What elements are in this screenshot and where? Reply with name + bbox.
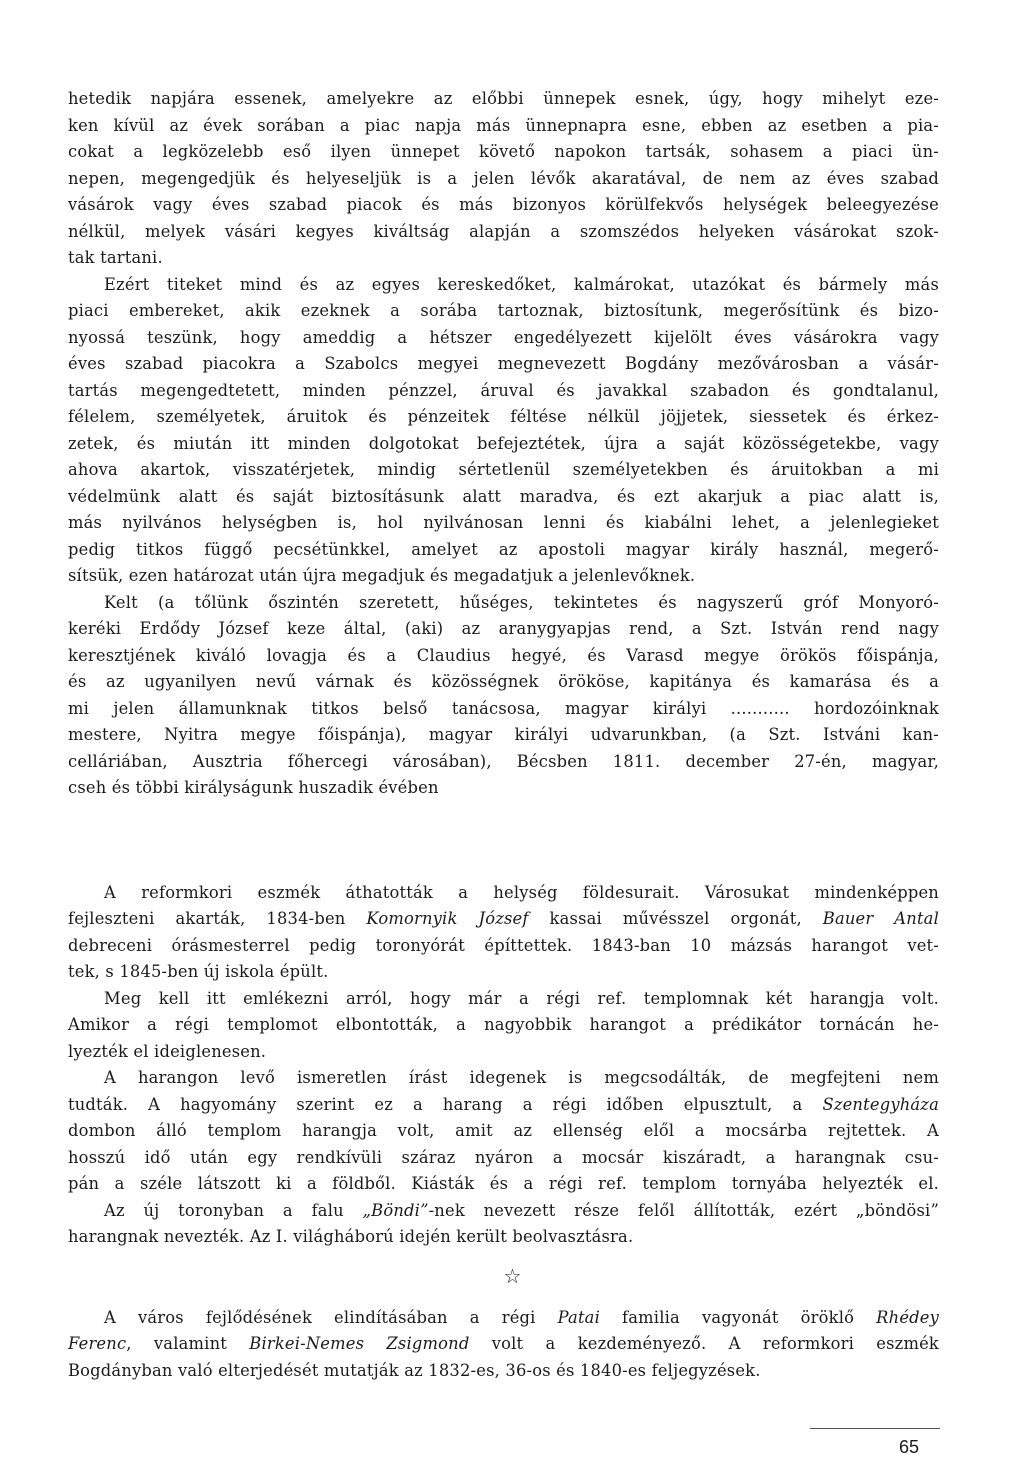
text-line: hosszú idő után egy rendkívüli száraz nyáron a mocsár kiszáradt, a harangnak csu- — [68, 1147, 939, 1167]
text-line: védelmünk alatt és saját biztosításunk alatt maradva, és ezt akarjuk a piac alatt is, — [68, 486, 939, 506]
text-line: mestere, Nyitra megye főispánja), magyar királyi udvarunkban, (a Szt. Istváni kan- — [68, 725, 939, 744]
text-line — [68, 1198, 939, 1225]
text-line: és az ugyanilyen nevű várnak és közösségnek örököse, kapitánya és kamarása és a — [68, 672, 939, 691]
section-gap — [68, 1251, 939, 1261]
text-line: ken kívül az évek sorában a piac napja más ünnepnapra esne, ebben az esetben a pia- — [68, 115, 939, 135]
charter-text — [68, 86, 939, 802]
text-line: vásárok vagy éves szabad piacok és más bizonyos körülfekvős helységek beleegyezése — [68, 195, 939, 214]
text-line — [68, 1331, 939, 1358]
text-line: sítsük, ezen határozat után újra megadjuk és megadatjuk a jelenlevőknek. — [68, 566, 696, 585]
text-span: Az új toronyban a falu — [104, 1200, 363, 1220]
text-line: nepen, megengedjük és helyeseljük is a jelen lévők akaratával, de nem az éves szabad — [68, 168, 939, 188]
text-line: Meg kell itt emlékezni arról, hogy már a régi ref. templomnak két harangja volt. — [104, 988, 939, 1008]
text-line: Kelt (a tőlünk őszintén szeretett, hűséges, tekintetes és nagyszerű gróf Monyoró- — [104, 592, 939, 612]
text-line: tak tartani. — [68, 248, 163, 267]
text-span: fejleszteni akarták, 1834-ben — [68, 909, 367, 928]
text-line — [68, 1092, 939, 1119]
text-span: kassai művésszel orgonát, — [528, 909, 823, 928]
person-name: Ferenc — [68, 1334, 127, 1353]
text-span: tudták. A hagyomány szerint ez a harang a régi időben elpusztult, a — [68, 1094, 823, 1114]
text-line: Amikor a régi templomot elbontották, a nagyobbik harangot a prédikátor tornácán he- — [68, 1015, 939, 1034]
text-line: mi jelen államunknak titkos belső tanácsosa, magyar királyi ........... hordozóinknak — [68, 698, 939, 718]
closing-text — [68, 1305, 939, 1385]
text-span: volt a kezdeményező. A reformkori eszmék — [469, 1334, 939, 1353]
text-line: harangnak nevezték. Az I. világháború idején került beolvasztásra. — [68, 1227, 634, 1246]
page-number: 65 — [899, 1437, 920, 1457]
text-line: pán a széle látszott ki a földből. Kiásták és a régi ref. templom tornyába helyezték el. — [68, 1174, 939, 1193]
text-line — [68, 906, 939, 933]
person-name: Birkei-Nemes Zsigmond — [249, 1334, 470, 1353]
person-name: Komornyik József — [366, 909, 529, 928]
text-line: Ezért titeket mind és az egyes kereskedőket, kalmárokat, utazókat és bármely más — [104, 274, 939, 294]
history-text — [68, 880, 939, 1251]
text-line: tek, s 1845-ben új iskola épült. — [68, 962, 329, 981]
text-span: , valamint — [126, 1334, 250, 1353]
text-line: nyossá teszünk, hogy ameddig a hétszer engedélyezett kijelölt éves vásárokra vagy — [68, 327, 939, 347]
text-line: piaci embereket, akik ezeknek a sorába tartoznak, biztosítunk, megerősítünk és bizo- — [68, 301, 939, 320]
text-line: nélkül, melyek vásári kegyes kiváltság alapján a szomszédos helyeken vásárokat szok- — [68, 221, 939, 241]
text-line: dombon álló templom harangja volt, amit az ellenség elől a mocsárba rejtettek. A — [68, 1121, 939, 1140]
document-page — [68, 86, 939, 1384]
text-line: debreceni órásmesterrel pedig toronyórát építtettek. 1843-ban 10 mázsás harangot vet- — [68, 935, 939, 955]
place-name: „Böndi” — [362, 1200, 429, 1220]
text-line — [68, 1305, 939, 1332]
text-span: familia vagyonát öröklő — [600, 1307, 877, 1327]
text-line: hetedik napjára essenek, amelyekre az előbbi ünnepek esnek, úgy, hogy mihelyt eze- — [68, 89, 939, 108]
text-line: keresztjének kiváló lovagja és a Claudius hegyé, és Varasd megye örökös főispánja, — [68, 645, 939, 665]
star-separator-icon: ☆ — [503, 1263, 522, 1288]
text-line: zetek, és miután itt minden dolgotokat befejeztétek, újra a saját közösségetekbe, vagy — [68, 433, 939, 453]
text-line: celláriában, Ausztria főhercegi városában), Bécsben 1811. december 27-én, magyar, — [68, 751, 939, 771]
text-line: cseh és többi királyságunk huszadik évében — [68, 778, 439, 797]
text-line: más nyilvános helységben is, hol nyilvánosan lenni és kiabálni lehet, a jelenlegieket — [68, 513, 939, 532]
person-name: Rhédey — [876, 1307, 940, 1327]
footer-rule — [810, 1428, 940, 1429]
text-line: A reformkori eszmék áthatották a helység földesurait. Városukat mindenképpen — [104, 882, 939, 902]
text-line: A harangon levő ismeretlen írást idegenek is megcsodálták, de megfejteni nem — [104, 1068, 939, 1087]
text-line: éves szabad piacokra a Szabolcs megyei megnevezett Bogdány mezővárosban a vásár- — [68, 354, 939, 373]
text-span: A város fejlődésének elindításában a régi — [104, 1307, 558, 1327]
person-name: Patai — [557, 1307, 600, 1327]
section-gap — [68, 802, 939, 880]
person-name: Bauer Antal — [822, 909, 939, 928]
text-line: keréki Erdődy József keze által, (aki) az aranygyapjas rend, a Szt. István rend nagy — [68, 619, 939, 638]
place-name: Szentegyháza — [822, 1094, 939, 1114]
text-line: cokat a legközelebb eső ilyen ünnepet követő napokon tartsák, sohasem a piaci ün- — [68, 142, 939, 161]
text-line: félelem, személyetek, áruitok és pénzeitek féltése nélkül jöjjetek, siessetek és érkez- — [68, 407, 939, 426]
section-gap — [68, 1291, 939, 1305]
text-line: lyezték el ideiglenesen. — [68, 1041, 267, 1061]
text-line: pedig titkos függő pecsétünkkel, amelyet az apostoli magyar király használ, megerő- — [68, 539, 939, 559]
text-line: Bogdányban való elterjedését mutatják az 1832-es, 36-os és 1840-es feljegyzések. — [68, 1360, 761, 1380]
text-line: tartás megengedtetett, minden pénzzel, áruval és javakkal szabadon és gondtalanul, — [68, 380, 939, 400]
text-line: ahova akartok, visszatérjetek, mindig sértetlenül személyetekben és áruitokban a mi — [68, 460, 939, 479]
text-span: -nek nevezett része felől állították, ezért „böndösi” — [428, 1200, 939, 1220]
